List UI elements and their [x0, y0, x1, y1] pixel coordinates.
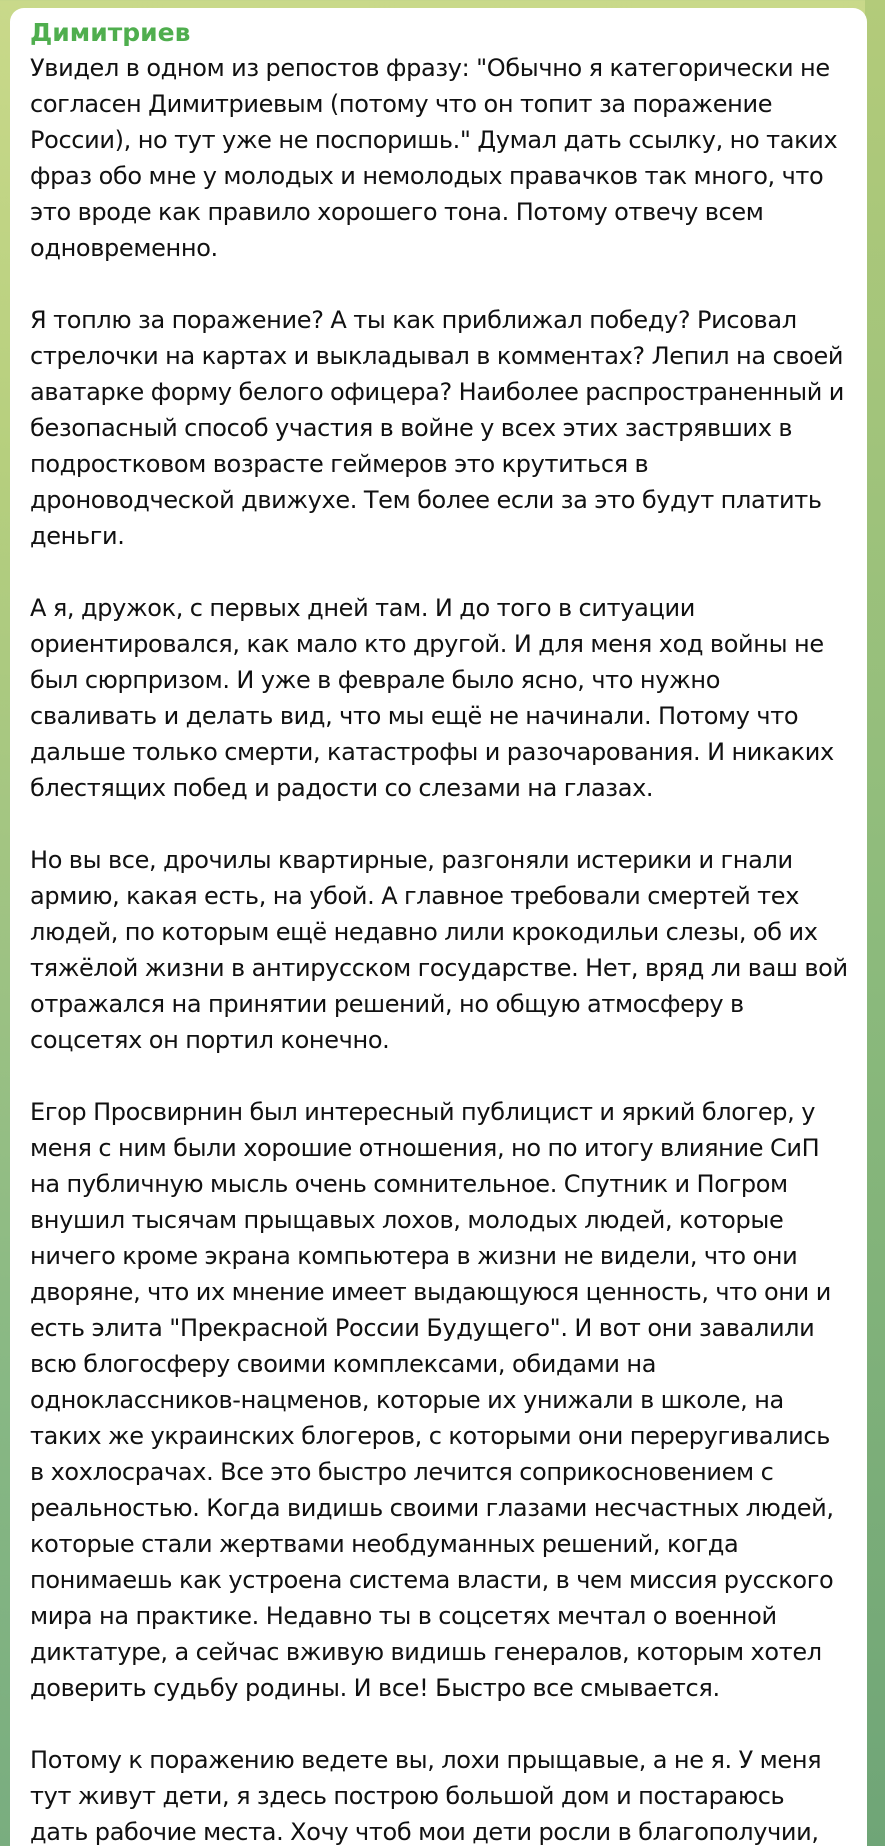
message-paragraph-4: Но вы все, дрочилы квартирные, разгоняли истерики и гнали армию, какая есть, на убой. А главное требовали смертей тех людей, по которым ещё недавно лили крокодильи слезы, об их тяжёлой жизни в антирусском государстве. Нет, вряд ли ваш вой отражался на принятии решений, но общую атмосферу в соцсетях он портил конечно.	[30, 846, 855, 1054]
chat-background-edge	[865, 0, 885, 1846]
message-author[interactable]: Димитриев	[30, 18, 191, 47]
message-paragraph-1: Увидел в одном из репостов фразу: "Обычно я категорически не согласен Димитриевым (потому что он топит за поражение России), но тут уже не поспоришь." Думал дать ссылку, но таких фраз обо мне у молодых и немолодых правачков так много, что это вроде как правило хорошего тона. Потому отвечу всем одновременно.	[30, 54, 845, 262]
message-paragraph-2: Я топлю за поражение? А ты как приближал победу? Рисовал стрелочки на картах и выкладывал в комментах? Лепил на своей аватарке форму белого офицера? Наиболее распространенный и безопасный способ участия в войне у всех этих застрявших в подростковом возрасте геймеров это крутиться в дроноводческой движухе. Тем более если за это будут платить деньги.	[30, 306, 851, 550]
message-paragraph-6: Потому к поражению ведете вы, лохи прыщавые, а не я. У меня тут живут дети, я здесь построю большой дом и постараюсь дать рабочие места. Хочу чтоб мои дети росли в благополучии,	[30, 1746, 829, 1846]
message-paragraph-3: А я, дружок, с первых дней там. И до того в ситуации ориентировался, как мало кто другой. И для меня ход войны не был сюрпризом. И уже в феврале было ясно, что нужно сваливать и делать вид, что мы ещё не начинали. Потому что дальше только смерти, катастрофы и разочарования. И никаких блестящих побед и радости со слезами на глазах.	[30, 594, 841, 802]
message-bubble[interactable]	[10, 8, 867, 1846]
message-paragraph-5: Егор Просвирнин был интересный публицист и яркий блогер, у меня с ним были хорошие отношения, но по итогу влияние СиП на публичную мысль очень сомнительное. Спутник и Погром внушил тысячам прыщавых лохов, молодых людей, которые ничего кроме экрана компьютера в жизни не видели, что они дворяне, что их мнение имеет выдающуюся ценность, что они и есть элита "Прекрасной России Будущего". И вот они завалили всю блогосферу своими комплексами, обидами на одноклассников-нацменов, которые их унижали в школе, на таких же украинских блогеров, с которыми они переругивались в хохлосрачах. Все это быстро лечится соприкосновением с реальностью. Когда видишь своими глазами несчастных людей, которые стали жертвами необдуманных решений, когда понимаешь как устроена система власти, в чем миссия русского мира на практике. Недавно ты в соцсетях мечтал о военной диктатуре, а сейчас вживую видишь генералов, которым хотел доверить судьбу родины. И все! Быстро все смывается.	[30, 1098, 841, 1702]
